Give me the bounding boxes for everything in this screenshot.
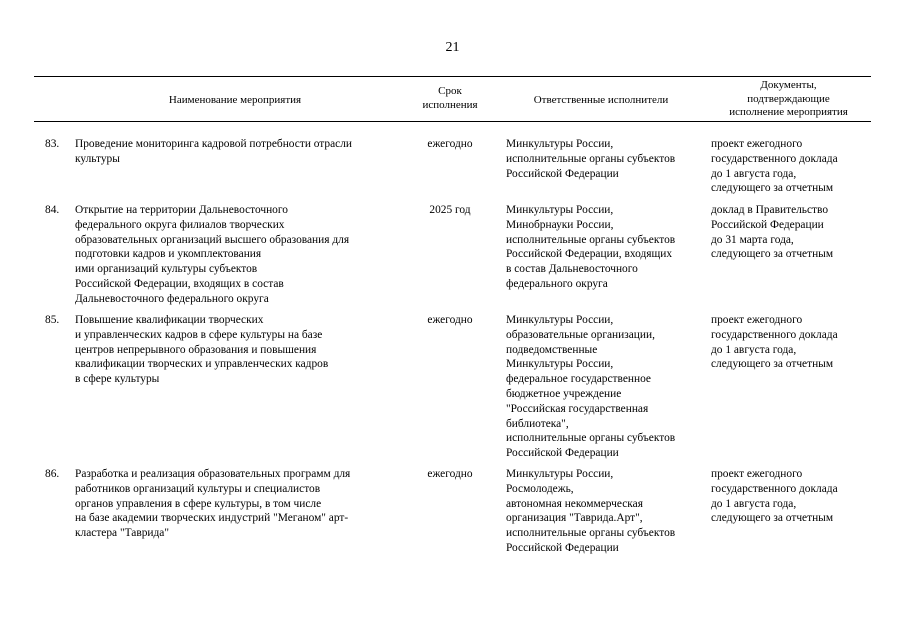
row-name: Разработка и реализация образовательных программ для работников организаций культуры и специалистов органов управления в сфере культуры, в том числе на базе академии творческих индустрий "Меганом" арт- кластера "Таврида": [75, 468, 351, 540]
column-header-documents: Документы, подтверждающие исполнение мероприятия: [729, 79, 848, 118]
row-documents: доклад в Правительство Российской Федерации до 31 марта года, следующего за отчетным: [711, 204, 834, 261]
row-documents: проект ежегодного государственного доклада до 1 августа года, следующего за отчетным: [711, 314, 838, 371]
row-documents: проект ежегодного государственного доклада до 1 августа года, следующего за отчетным: [711, 138, 838, 195]
column-header-responsible: Ответственные исполнители: [533, 94, 669, 106]
row-responsible: Минкультуры России, исполнительные органы субъектов Российской Федерации: [506, 138, 676, 180]
row-term: ежегодно: [427, 314, 473, 326]
page-number: 21: [445, 40, 460, 55]
column-header-name: Наименование мероприятия: [168, 94, 302, 106]
row-name: Проведение мониторинга кадровой потребности отрасли культуры: [75, 138, 353, 165]
row-term: 2025 год: [429, 204, 471, 216]
row-documents: проект ежегодного государственного доклада до 1 августа года, следующего за отчетным: [711, 468, 838, 525]
row-responsible: Минкультуры России, Минобрнауки России, исполнительные органы субъектов Российской Федерации, входящих в состав Дальневосточного федерального округа: [506, 204, 676, 290]
row-name: Повышение квалификации творческих и управленческих кадров в сфере культуры на базе центров непрерывного образования и повышения квалификации творческих и управленческих кадров в сфере культуры: [75, 314, 329, 386]
row-number: 83.: [45, 138, 60, 150]
row-number: 85.: [45, 314, 60, 326]
row-term: ежегодно: [427, 468, 473, 480]
column-header-term: Срок исполнения: [422, 85, 478, 111]
table-header-top-rule: [34, 76, 871, 77]
row-number: 84.: [45, 204, 60, 216]
row-responsible: Минкультуры России, Росмолодежь, автономная некоммерческая организация "Таврида.Арт", исполнительные органы субъектов Российской Федерации: [506, 468, 676, 554]
row-name: Открытие на территории Дальневосточного федерального округа филиалов творческих образовательных организаций высшего образования для подготовки кадров и укомплектования ими организаций культуры субъектов Российской Федерации, входящих в состав Дальневосточного федерального округа: [75, 204, 350, 305]
row-term: ежегодно: [427, 138, 473, 150]
row-number: 86.: [45, 468, 60, 480]
row-responsible: Минкультуры России, образовательные организации, подведомственные Минкультуры России, федеральное государственное бюджетное учреждение "Российская государственная библиотека", исполнительные органы субъектов Российской Федерации: [506, 314, 676, 460]
table-header-bottom-rule: [34, 121, 871, 122]
